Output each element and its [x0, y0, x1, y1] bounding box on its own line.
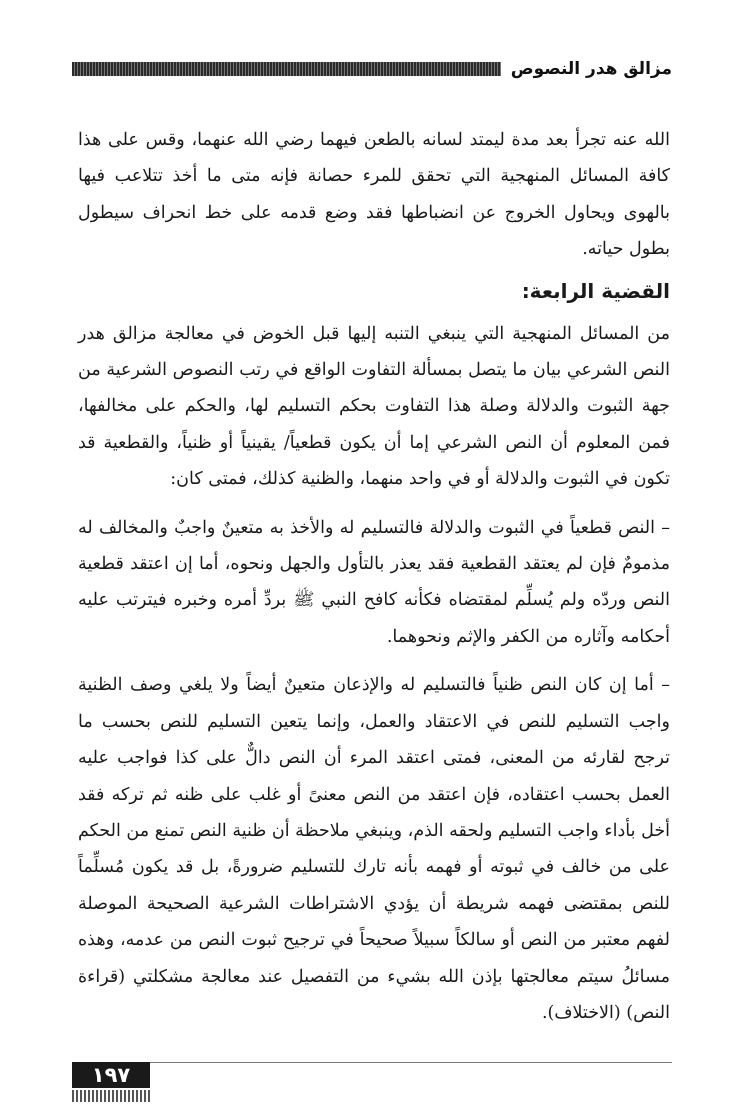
paragraph-gap [78, 655, 670, 667]
footer-divider [72, 1062, 672, 1063]
paragraph-2: – النص قطعياً في الثبوت والدلالة فالتسليم له والأخذ به متعينٌ واجبٌ والمخالف له مذمومٌ فإن لم يعتقد القطعية فقد يعذر بالتأول والجهل ونحوه، أما إن اعتقد قطعية النص وردّه ولم يُسلِّم لمقتضاه فكأنه كافح النبي ﷺ بردِّ أمره وخبره فيترتب عليه أحكامه وآثاره من الكفر والإثم ونحوهما. [78, 517, 670, 647]
section-heading: القضية الرابعة: [521, 278, 670, 303]
page-number: ١٩٧ [72, 1062, 150, 1088]
paragraph-3: – أما إن كان النص ظنياً فالتسليم له والإذعان متعينٌ أيضاً ولا يلغي وصف الظنية واجب التسليم للنص في الاعتقاد والعمل، وإنما يتعين التسليم للنص بحسب ما ترجح لقارئه من المعنى، فمتى اعتقد المرء أن النص دالٌّ على كذا فواجب عليه العمل بحسب اعتقاده، فإن اعتقد من النص معنىً أو غلب على ظنه ثم تركه فقد أخل بأداء واجب التسليم ولحقه الذم، وينبغي ملاحظة أن ظنية النص تمنع من الحكم على من خالف في ثبوته أو فهمه بأنه تارك للتسليم ضرورةً، بل قد يكون مُسلِّماً للنص بمقتضى فهمه شريطة أن يؤدي الاشتراطات الشرعية الصحيحة الموصلة لفهم معتبر من النص أو سالكاً سبيلاً صحيحاً في ترجيح ثبوت النص من عدمه، وهذه مسائلُ سيتم معالجتها بإذن الله بشيء من التفصيل عند معالجة مشكلتي (قراءة النص) (الاختلاف). [78, 675, 670, 1023]
header-rule-bar [72, 62, 501, 76]
paragraph-gap [78, 498, 670, 510]
page-number-pattern [72, 1090, 150, 1102]
intro-paragraph: الله عنه تجرأ بعد مدة ليمتد لسانه بالطعن فيهما رضي الله عنهما، وقس على هذا كافة المسائل المنهجية التي تحقق للمرء حصانة فإنه متى ما أخذ تتلاعب فيها بالهوى ويحاول الخروج عن انضباطها فقد وضع قدمه على خط انحراف سيطول بطول حياته. [78, 130, 670, 260]
page-body [78, 122, 670, 1031]
header-title: مزالق هدر النصوص [510, 59, 672, 79]
running-header [72, 56, 672, 82]
paragraph-1: من المسائل المنهجية التي ينبغي التنبه إليها قبل الخوض في معالجة مزالق هدر النص الشرعي بيان ما يتصل بمسألة التفاوت الواقع في رتب النصوص الشرعية من جهة الثبوت والدلالة وصلة هذا التفاوت بحكم التسليم لها، والحكم على مخالفها، فمن المعلوم أن النص الشرعي إما أن يكون قطعياً/ يقينياً أو ظنياً، والقطعية قد تكون في الثبوت والدلالة أو في واحد منهما، والظنية كذلك، فمتى كان: [78, 323, 670, 490]
